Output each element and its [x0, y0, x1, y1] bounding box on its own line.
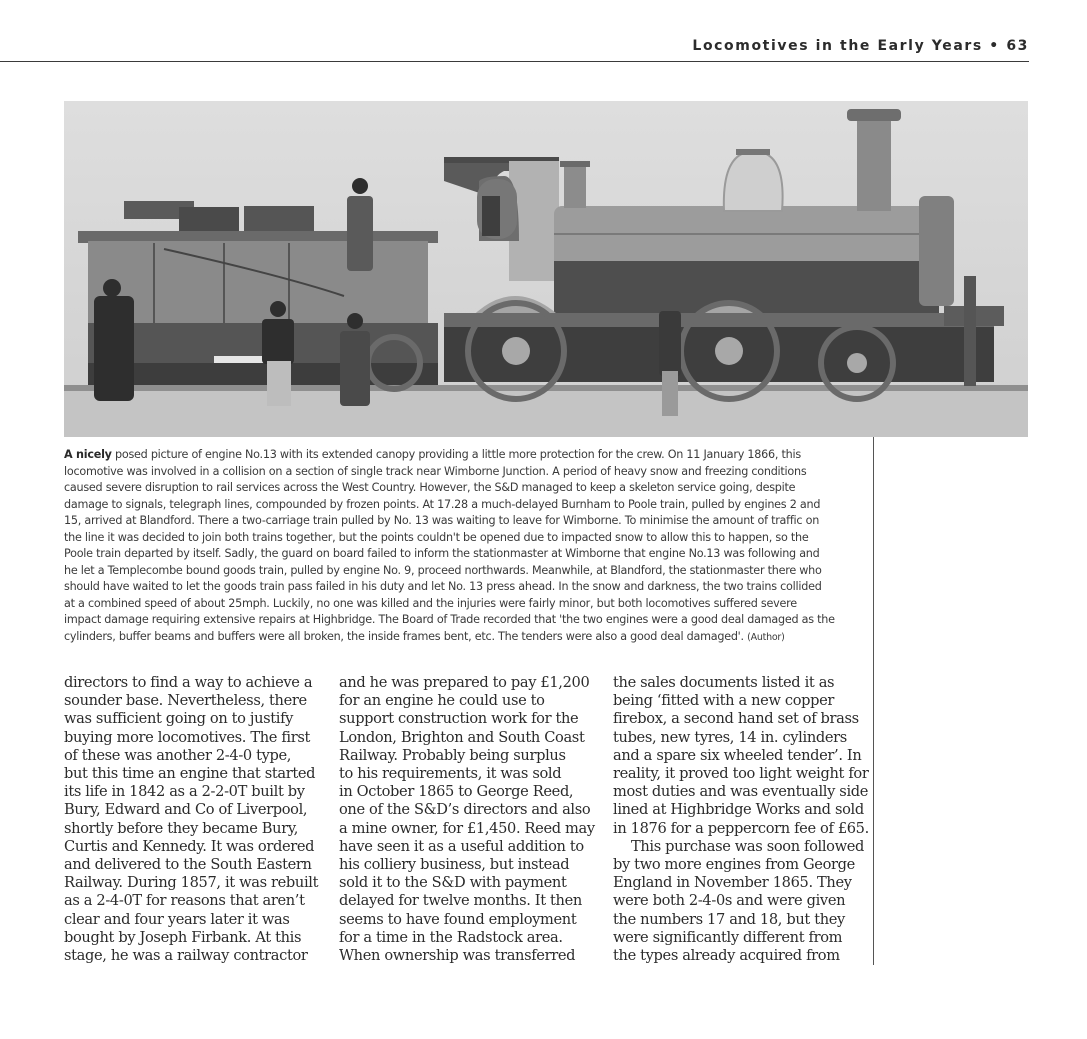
text-line: of these was another 2-4-0 type,	[64, 746, 292, 764]
text-line: one of the S&D’s directors and also	[339, 801, 591, 819]
text-line: but this time an engine that started	[64, 765, 316, 783]
caption-line: Poole train departed by itself. Sadly, the guard on board failed to inform the stationmaster at Wimborne that engine No.13 was following and	[64, 547, 820, 560]
text-line: in 1876 for a peppercorn fee of £65.	[613, 819, 869, 837]
text-line: a mine owner, for £1,450. Reed may	[339, 819, 595, 837]
text-line: When ownership was transferred	[339, 947, 576, 965]
text-line: its life in 1842 as a 2-2-0T built by	[64, 783, 305, 801]
text-line: to his requirements, it was sold	[339, 765, 562, 783]
text-line: buying more locomotives. The first	[64, 728, 311, 746]
text-line: This purchase was soon followed	[631, 837, 865, 855]
text-line: most duties and was eventually side	[613, 783, 869, 801]
text-line: support construction work for the	[339, 710, 579, 728]
photo-credit: (Author)	[747, 631, 785, 643]
text-line: clear and four years later it was	[64, 910, 290, 928]
locomotive-photo	[64, 101, 1028, 437]
text-line: have seen it as a useful addition to	[339, 837, 584, 855]
text-line: being ‘fitted with a new copper	[613, 692, 835, 710]
text-line: the numbers 17 and 18, but they	[613, 910, 845, 928]
text-line: were significantly different from	[613, 928, 843, 946]
text-line: for a time in the Radstock area.	[339, 928, 563, 946]
text-line: shortly before they became Bury,	[64, 819, 299, 837]
running-board	[444, 313, 994, 327]
caption-line: A nicely posed picture of engine No.13 with its extended canopy providing a little more protection for the crew. On 11 January 1866, this	[64, 448, 801, 461]
caption-line: impact damage requiring extensive repairs at Highbridge. The Board of Trade recorded that 'the two engines were a good deal damaged as the	[64, 613, 835, 626]
text-line: firebox, a second hand set of brass	[613, 710, 859, 728]
caption-line: caused severe disruption to rail services across the West Country. However, the S&D managed to keep a skeleton service going, despite	[64, 481, 796, 494]
caption-line: should have waited to let the goods train pass failed in his duty and let No. 13 press ahead. In the snow and darkness, the two trains collided	[64, 580, 822, 593]
text-line: sold it to the S&D with payment	[339, 874, 567, 892]
caption-line: damage to signals, telegraph lines, compounded by frozen points. At 17.28 a much-delayed Burnham to Poole train, pulled by engines 2 and	[64, 497, 821, 511]
caption-line: at a combined speed of about 25mph. Luckily, no one was killed and the injuries were fairly minor, but both locomotives suffered severe	[64, 596, 797, 610]
photo-caption	[64, 447, 864, 646]
text-line: was sufficient going on to justify	[64, 710, 294, 728]
header-rule	[0, 61, 1029, 62]
text-line: in October 1865 to George Reed,	[339, 783, 574, 801]
text-line: tubes, new tyres, 14 in. cylinders	[613, 728, 847, 746]
text-line: stage, he was a railway contractor	[64, 947, 308, 965]
body-column-1	[64, 674, 319, 965]
text-line: bought by Joseph Firbank. At this	[64, 928, 302, 946]
caption-line: locomotive was involved in a collision on a section of single track near Wimborne Junction. A period of heavy snow and freezing conditions	[64, 464, 807, 478]
caption-line: 15, arrived at Blandford. There a two-carriage train pulled by No. 13 was waiting to leave for Wimborne. To minimise the amount of traffic on	[64, 514, 820, 527]
text-line: as a 2-4-0T for reasons that aren’t	[64, 892, 305, 910]
text-line: delayed for twelve months. It then	[339, 892, 582, 910]
text-line: Curtis and Kennedy. It was ordered	[64, 837, 315, 855]
text-line: and he was prepared to pay £1,200	[339, 674, 590, 691]
text-line: Railway. During 1857, it was rebuilt	[64, 874, 319, 892]
text-line: for an engine he could use to	[339, 692, 545, 710]
text-line: seems to have found employment	[339, 910, 577, 928]
text-line: lined at Highbridge Works and sold	[613, 801, 864, 819]
text-line: the types already acquired from	[613, 947, 840, 965]
text-line: by two more engines from George	[613, 856, 855, 874]
caption-line: the line it was decided to join both trains together, but the points couldn't be opened due to impacted snow to allow this to happen, so the	[64, 530, 809, 544]
running-header: Locomotives in the Early Years • 63	[692, 38, 1029, 54]
text-line: England in November 1865. They	[613, 874, 852, 892]
text-line: the sales documents listed it as	[613, 674, 835, 691]
text-line: directors to find a way to achieve a	[64, 674, 313, 691]
text-line: were both 2-4-0s and were given	[613, 892, 846, 910]
text-line: London, Brighton and South Coast	[339, 728, 585, 746]
text-line: Railway. Probably being surplus	[339, 746, 566, 764]
text-line: his colliery business, but instead	[339, 856, 570, 874]
caption-line: cylinders, buffer beams and buffers were all broken, the inside frames bent, etc. The tenders were also a good deal damaged'. (Author)	[64, 629, 785, 643]
body-column-2	[339, 674, 595, 965]
ground	[64, 391, 1028, 437]
text-line: reality, it proved too light weight for	[613, 765, 869, 783]
column-rule	[873, 437, 874, 965]
text-line: sounder base. Nevertheless, there	[64, 692, 307, 710]
caption-lead: A nicely	[64, 448, 112, 461]
text-line: Bury, Edward and Co of Liverpool,	[64, 801, 308, 819]
text-line: and a spare six wheeled tender’. In	[613, 746, 862, 764]
locomotive-illustration	[64, 101, 1028, 437]
text-line: and delivered to the South Eastern	[64, 856, 312, 874]
caption-line: he let a Templecombe bound goods train, pulled by engine No. 9, proceed northwards. Meanwhile, at Blandford, the stationmaster there who	[64, 563, 822, 577]
body-column-3	[613, 674, 868, 965]
